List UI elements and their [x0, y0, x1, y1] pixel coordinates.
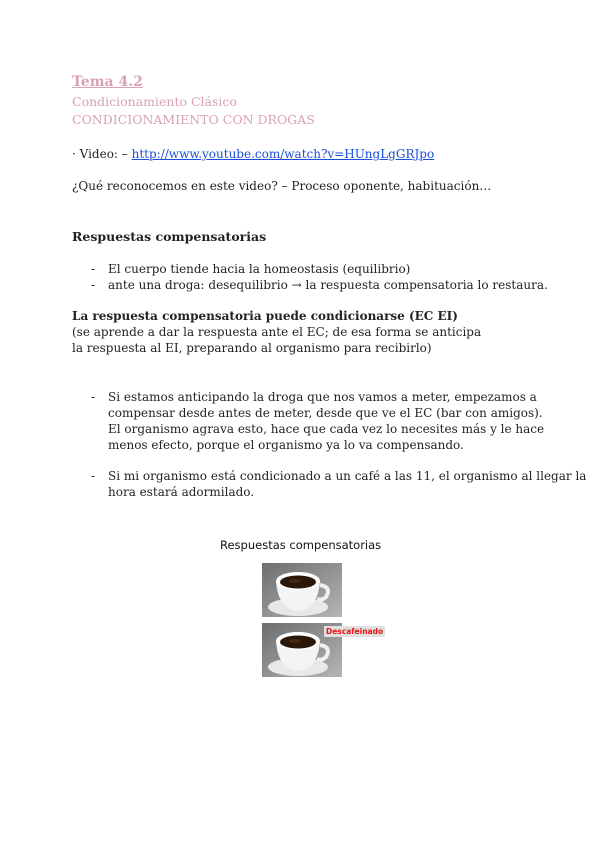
bullet-dash: - — [91, 390, 96, 404]
example-line: menos efecto, porque el organismo ya lo va compensando. — [108, 438, 464, 452]
conditioning-heading: La respuesta compensatoria puede condicionarse (EC EI) — [72, 309, 458, 323]
list-item: El cuerpo tiende hacia la homeostasis (equilibrio) — [108, 262, 411, 276]
coffee-cup-icon — [262, 563, 342, 617]
topic-title: Tema 4.2 — [72, 74, 143, 90]
decaf-badge: Descafeinado — [326, 627, 384, 636]
list-item: ante una droga: desequilibrio → la respuesta compensatoria lo restaura. — [108, 278, 548, 292]
coffee-cup-image — [262, 563, 342, 617]
video-line — [72, 147, 434, 162]
bullet-dash: - — [91, 469, 96, 483]
bullet-dash: - — [91, 278, 96, 292]
video-link[interactable]: http://www.youtube.com/watch?v=HUngLgGRJpo — [131, 147, 435, 161]
example-line: El organismo agrava esto, hace que cada vez lo necesites más y le hace — [108, 422, 545, 436]
example-line: hora estará adormilado. — [108, 485, 255, 499]
bullet-dash: - — [91, 262, 96, 276]
conditioning-line: la respuesta al EI, preparando al organismo para recibirlo) — [72, 341, 432, 355]
subtitle: Condicionamiento Clásico — [72, 94, 237, 109]
example-line: Si mi organismo está condicionado a un café a las 11, el organismo al llegar la — [108, 469, 587, 483]
conditioning-line: (se aprende a dar la respuesta ante el EC; de esa forma se anticipa — [72, 325, 482, 339]
question-line: ¿Qué reconocemos en este video? – Proceso oponente, habituación… — [72, 179, 492, 193]
section-title: CONDICIONAMIENTO CON DROGAS — [72, 112, 315, 127]
example-line: compensar desde antes de meter, desde que ve el EC (bar con amigos). — [108, 406, 543, 420]
example-line: Si estamos anticipando la droga que nos vamos a meter, empezamos a — [108, 390, 537, 404]
video-label: · Video: – — [72, 147, 128, 161]
figure-caption: Respuestas compensatorias — [220, 538, 382, 552]
compensatory-heading: Respuestas compensatorias — [72, 229, 267, 244]
